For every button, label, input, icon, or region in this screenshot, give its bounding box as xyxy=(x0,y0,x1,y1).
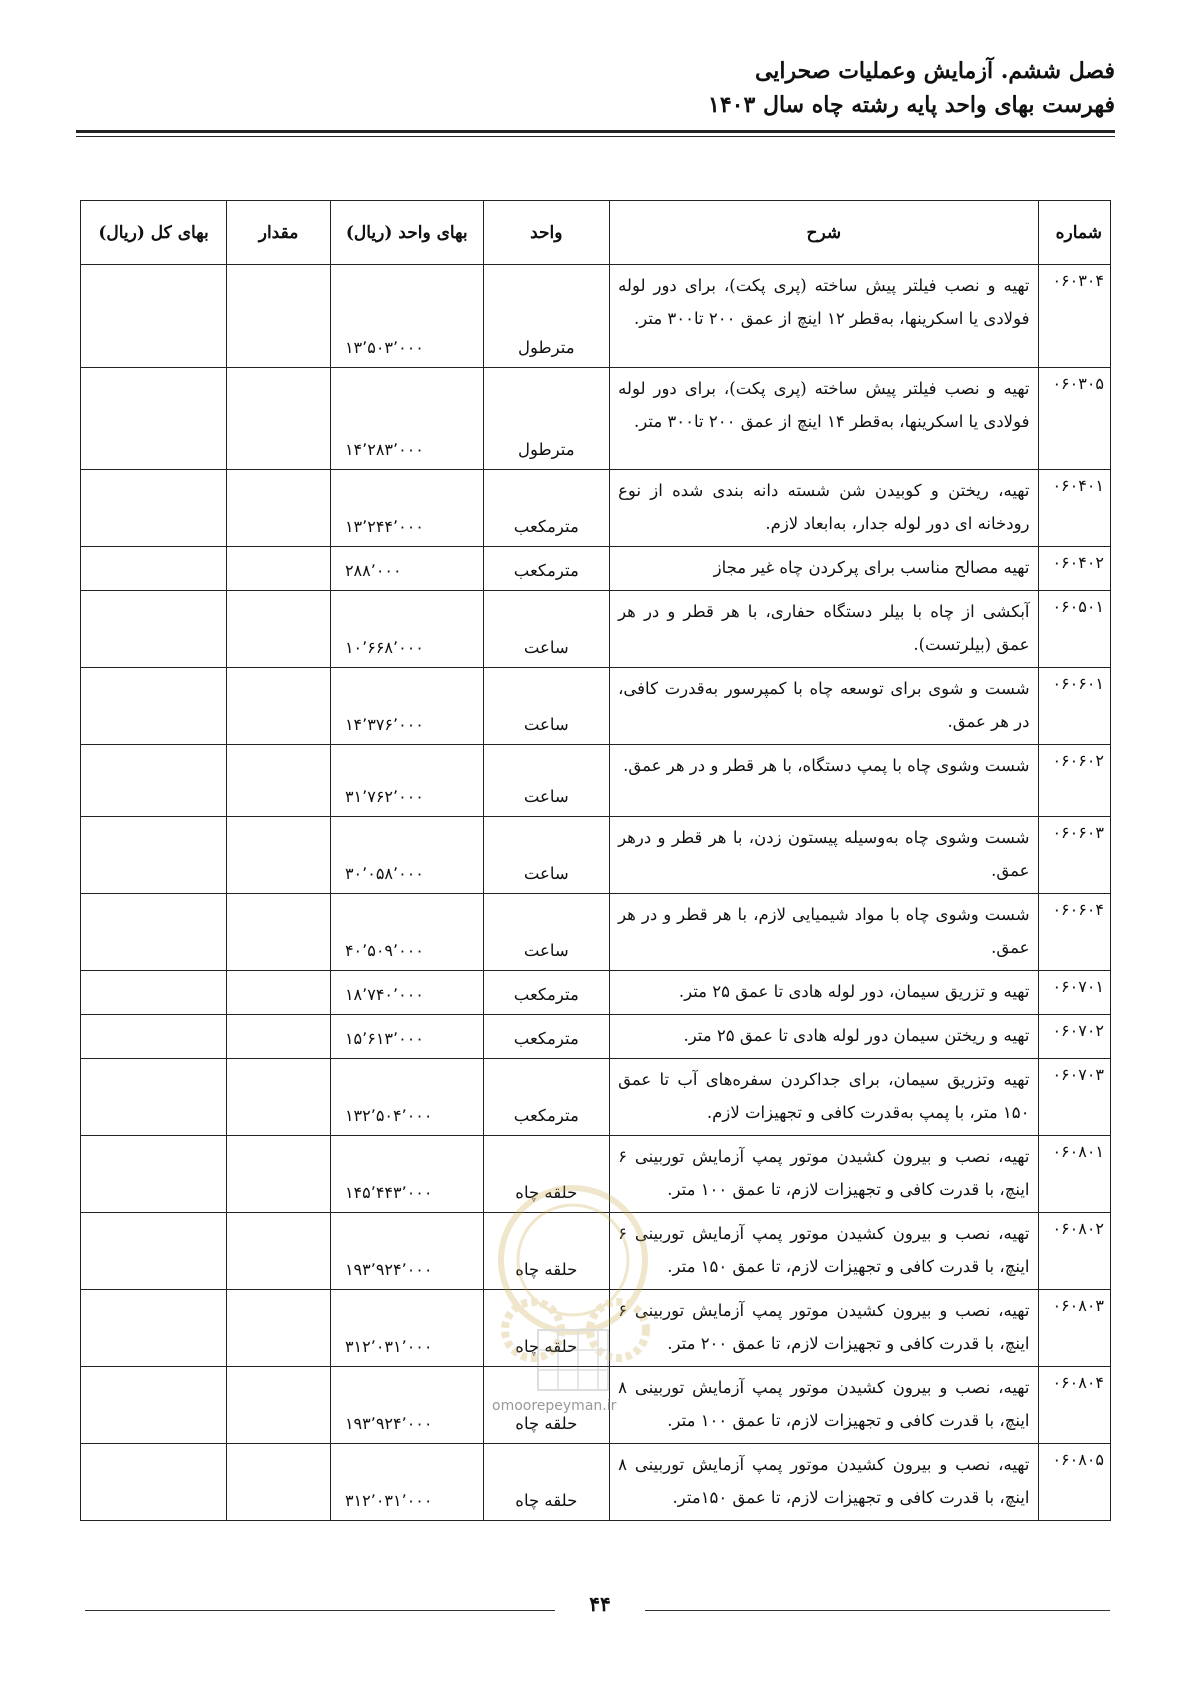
row-description: تهیه مصالح مناسب برای پرکردن چاه غیر مجاز xyxy=(610,547,1038,591)
row-code: ۰۶۰۶۰۴ xyxy=(1038,894,1110,971)
row-total-price xyxy=(81,368,227,470)
table-row xyxy=(81,668,1111,745)
row-unit: مترطول xyxy=(483,265,610,368)
row-unit-price: ۳۱۲٬۰۳۱٬۰۰۰ xyxy=(330,1290,483,1367)
row-total-price xyxy=(81,894,227,971)
row-quantity xyxy=(227,817,331,894)
row-total-price xyxy=(81,1136,227,1213)
row-quantity xyxy=(227,1059,331,1136)
row-total-price xyxy=(81,1290,227,1367)
row-unit-price: ۳۱۲٬۰۳۱٬۰۰۰ xyxy=(330,1444,483,1521)
footer-rule-right xyxy=(645,1610,1110,1611)
column-header-code: شماره xyxy=(1038,201,1110,265)
chapter-title: فصل ششم. آزمایش وعملیات صحرایی xyxy=(754,58,1115,84)
row-unit: ساعت xyxy=(483,817,610,894)
row-code: ۰۶۰۷۰۲ xyxy=(1038,1015,1110,1059)
row-unit-price: ۱۴٬۳۷۶٬۰۰۰ xyxy=(330,668,483,745)
row-quantity xyxy=(227,1290,331,1367)
row-unit: حلقه چاه xyxy=(483,1136,610,1213)
row-description: تهیه، نصب و بیرون کشیدن موتور پمپ آزمایش توربینی ۶ اینچ، با قدرت کافی و تجهیزات لازم، تا عمق ۱۰۰ متر. xyxy=(610,1136,1038,1213)
row-code: ۰۶۰۸۰۱ xyxy=(1038,1136,1110,1213)
row-quantity xyxy=(227,745,331,817)
row-description: شست وشوی چاه با پمپ دستگاه، با هر قطر و در هر عمق. xyxy=(610,745,1038,817)
page-header xyxy=(75,54,1115,122)
row-unit: مترطول xyxy=(483,368,610,470)
table-row xyxy=(81,1444,1111,1521)
row-unit: ساعت xyxy=(483,745,610,817)
row-total-price xyxy=(81,547,227,591)
row-total-price xyxy=(81,971,227,1015)
row-unit: حلقه چاه xyxy=(483,1367,610,1444)
row-unit: مترمکعب xyxy=(483,547,610,591)
row-quantity xyxy=(227,265,331,368)
row-quantity xyxy=(227,894,331,971)
row-unit-price: ۱۹۳٬۹۲۴٬۰۰۰ xyxy=(330,1213,483,1290)
row-description: تهیه و نصب فیلتر پیش ساخته (پری پکت)، برای دور لوله فولادی یا اسکرینها، به‌قطر ۱۴ اینچ از عمق ۲۰۰ تا۳۰۰ متر. xyxy=(610,368,1038,470)
row-total-price xyxy=(81,591,227,668)
row-quantity xyxy=(227,470,331,547)
row-description: تهیه و تزریق سیمان، دور لوله هادی تا عمق ۲۵ متر. xyxy=(610,971,1038,1015)
row-total-price xyxy=(81,1444,227,1521)
row-unit-price: ۱۵٬۶۱۳٬۰۰۰ xyxy=(330,1015,483,1059)
row-code: ۰۶۰۳۰۵ xyxy=(1038,368,1110,470)
column-header-total-price: بهای کل (ریال) xyxy=(81,201,227,265)
row-unit: مترمکعب xyxy=(483,1015,610,1059)
row-code: ۰۶۰۶۰۳ xyxy=(1038,817,1110,894)
row-quantity xyxy=(227,1444,331,1521)
row-code: ۰۶۰۵۰۱ xyxy=(1038,591,1110,668)
row-quantity xyxy=(227,668,331,745)
document-title: فهرست بهای واحد پایه رشته چاه سال ۱۴۰۳ xyxy=(708,92,1115,118)
row-quantity xyxy=(227,971,331,1015)
row-description: شست وشوی چاه با مواد شیمیایی لازم، با هر قطر و در هر عمق. xyxy=(610,894,1038,971)
row-description: آبکشی از چاه با بیلر دستگاه حفاری، با هر قطر و در هر عمق (بیلرتست). xyxy=(610,591,1038,668)
row-quantity xyxy=(227,547,331,591)
row-unit-price: ۱۳۲٬۵۰۴٬۰۰۰ xyxy=(330,1059,483,1136)
table-row xyxy=(81,1059,1111,1136)
row-unit-price: ۱۰٬۶۶۸٬۰۰۰ xyxy=(330,591,483,668)
page-number: ۴۴ xyxy=(589,1592,611,1616)
row-total-price xyxy=(81,745,227,817)
row-unit-price: ۱۹۳٬۹۲۴٬۰۰۰ xyxy=(330,1367,483,1444)
row-description: تهیه و ریختن سیمان دور لوله هادی تا عمق ۲۵ متر. xyxy=(610,1015,1038,1059)
table-row xyxy=(81,547,1111,591)
row-description: شست وشوی چاه به‌وسیله پیستون زدن، با هر قطر و درهر عمق. xyxy=(610,817,1038,894)
row-code: ۰۶۰۴۰۱ xyxy=(1038,470,1110,547)
row-quantity xyxy=(227,368,331,470)
column-header-unit-price: بهای واحد (ریال) xyxy=(330,201,483,265)
row-unit: مترمکعب xyxy=(483,971,610,1015)
table-header-row xyxy=(81,201,1111,265)
row-unit: ساعت xyxy=(483,591,610,668)
row-code: ۰۶۰۸۰۵ xyxy=(1038,1444,1110,1521)
row-description: تهیه، نصب و بیرون کشیدن موتور پمپ آزمایش توربینی ۶ اینچ، با قدرت کافی و تجهیزات لازم، تا عمق ۱۵۰ متر. xyxy=(610,1213,1038,1290)
row-total-price xyxy=(81,470,227,547)
row-description: تهیه و نصب فیلتر پیش ساخته (پری پکت)، برای دور لوله فولادی یا اسکرینها، به‌قطر ۱۲ اینچ از عمق ۲۰۰ تا۳۰۰ متر. xyxy=(610,265,1038,368)
row-total-price xyxy=(81,265,227,368)
table-row xyxy=(81,817,1111,894)
row-unit: ساعت xyxy=(483,668,610,745)
row-code: ۰۶۰۶۰۱ xyxy=(1038,668,1110,745)
table-row xyxy=(81,894,1111,971)
row-unit-price: ۲۸۸٬۰۰۰ xyxy=(330,547,483,591)
row-unit: حلقه چاه xyxy=(483,1444,610,1521)
header-rule-thin xyxy=(76,136,1115,137)
row-description: تهیه، نصب و بیرون کشیدن موتور پمپ آزمایش توربینی ۸ اینچ، با قدرت کافی و تجهیزات لازم، تا عمق ۱۵۰متر. xyxy=(610,1444,1038,1521)
row-code: ۰۶۰۸۰۲ xyxy=(1038,1213,1110,1290)
row-unit: حلقه چاه xyxy=(483,1213,610,1290)
watermark-url: omoorepeyman.ir xyxy=(492,1398,617,1414)
column-header-description: شرح xyxy=(610,201,1038,265)
row-code: ۰۶۰۸۰۳ xyxy=(1038,1290,1110,1367)
table-row xyxy=(81,591,1111,668)
row-quantity xyxy=(227,1367,331,1444)
row-total-price xyxy=(81,1367,227,1444)
row-total-price xyxy=(81,1015,227,1059)
row-unit: مترمکعب xyxy=(483,470,610,547)
row-description: تهیه، نصب و بیرون کشیدن موتور پمپ آزمایش توربینی ۸ اینچ، با قدرت کافی و تجهیزات لازم، تا عمق ۱۰۰ متر. xyxy=(610,1367,1038,1444)
table-row xyxy=(81,265,1111,368)
row-description: تهیه وتزریق سیمان، برای جداکردن سفره‌های آب تا عمق ۱۵۰ متر، با پمپ به‌قدرت کافی و تجهیزات لازم. xyxy=(610,1059,1038,1136)
row-unit-price: ۱۴٬۲۸۳٬۰۰۰ xyxy=(330,368,483,470)
header-rule-thick xyxy=(76,130,1115,133)
column-header-quantity: مقدار xyxy=(227,201,331,265)
row-total-price xyxy=(81,817,227,894)
table-row xyxy=(81,1015,1111,1059)
row-code: ۰۶۰۷۰۳ xyxy=(1038,1059,1110,1136)
row-total-price xyxy=(81,1059,227,1136)
row-quantity xyxy=(227,591,331,668)
publisher-watermark-logo xyxy=(478,1180,668,1410)
row-unit: ساعت xyxy=(483,894,610,971)
row-quantity xyxy=(227,1015,331,1059)
row-code: ۰۶۰۶۰۲ xyxy=(1038,745,1110,817)
row-quantity xyxy=(227,1213,331,1290)
table-row xyxy=(81,971,1111,1015)
footer-rule-left xyxy=(85,1610,555,1611)
table-row xyxy=(81,368,1111,470)
row-code: ۰۶۰۴۰۲ xyxy=(1038,547,1110,591)
row-unit: حلقه چاه xyxy=(483,1290,610,1367)
row-unit-price: ۳۱٬۷۶۲٬۰۰۰ xyxy=(330,745,483,817)
column-header-unit: واحد xyxy=(483,201,610,265)
row-unit-price: ۳۰٬۰۵۸٬۰۰۰ xyxy=(330,817,483,894)
row-description: شست و شوی برای توسعه چاه با کمپرسور به‌قدرت کافی، در هر عمق. xyxy=(610,668,1038,745)
row-unit-price: ۱۳٬۵۰۳٬۰۰۰ xyxy=(330,265,483,368)
row-unit-price: ۴۰٬۵۰۹٬۰۰۰ xyxy=(330,894,483,971)
row-quantity xyxy=(227,1136,331,1213)
row-unit: مترمکعب xyxy=(483,1059,610,1136)
row-unit-price: ۱۸٬۷۴۰٬۰۰۰ xyxy=(330,971,483,1015)
row-description: تهیه، ریختن و کوبیدن شن شسته دانه بندی شده از نوع رودخانه ای دور لوله جدار، به‌ابعاد لازم. xyxy=(610,470,1038,547)
table-row xyxy=(81,745,1111,817)
row-code: ۰۶۰۷۰۱ xyxy=(1038,971,1110,1015)
row-code: ۰۶۰۸۰۴ xyxy=(1038,1367,1110,1444)
row-total-price xyxy=(81,1213,227,1290)
table-row xyxy=(81,470,1111,547)
row-code: ۰۶۰۳۰۴ xyxy=(1038,265,1110,368)
row-description: تهیه، نصب و بیرون کشیدن موتور پمپ آزمایش توربینی ۶ اینچ، با قدرت کافی و تجهیزات لازم، تا عمق ۲۰۰ متر. xyxy=(610,1290,1038,1367)
row-total-price xyxy=(81,668,227,745)
row-unit-price: ۱۴۵٬۴۴۳٬۰۰۰ xyxy=(330,1136,483,1213)
row-unit-price: ۱۳٬۲۴۴٬۰۰۰ xyxy=(330,470,483,547)
